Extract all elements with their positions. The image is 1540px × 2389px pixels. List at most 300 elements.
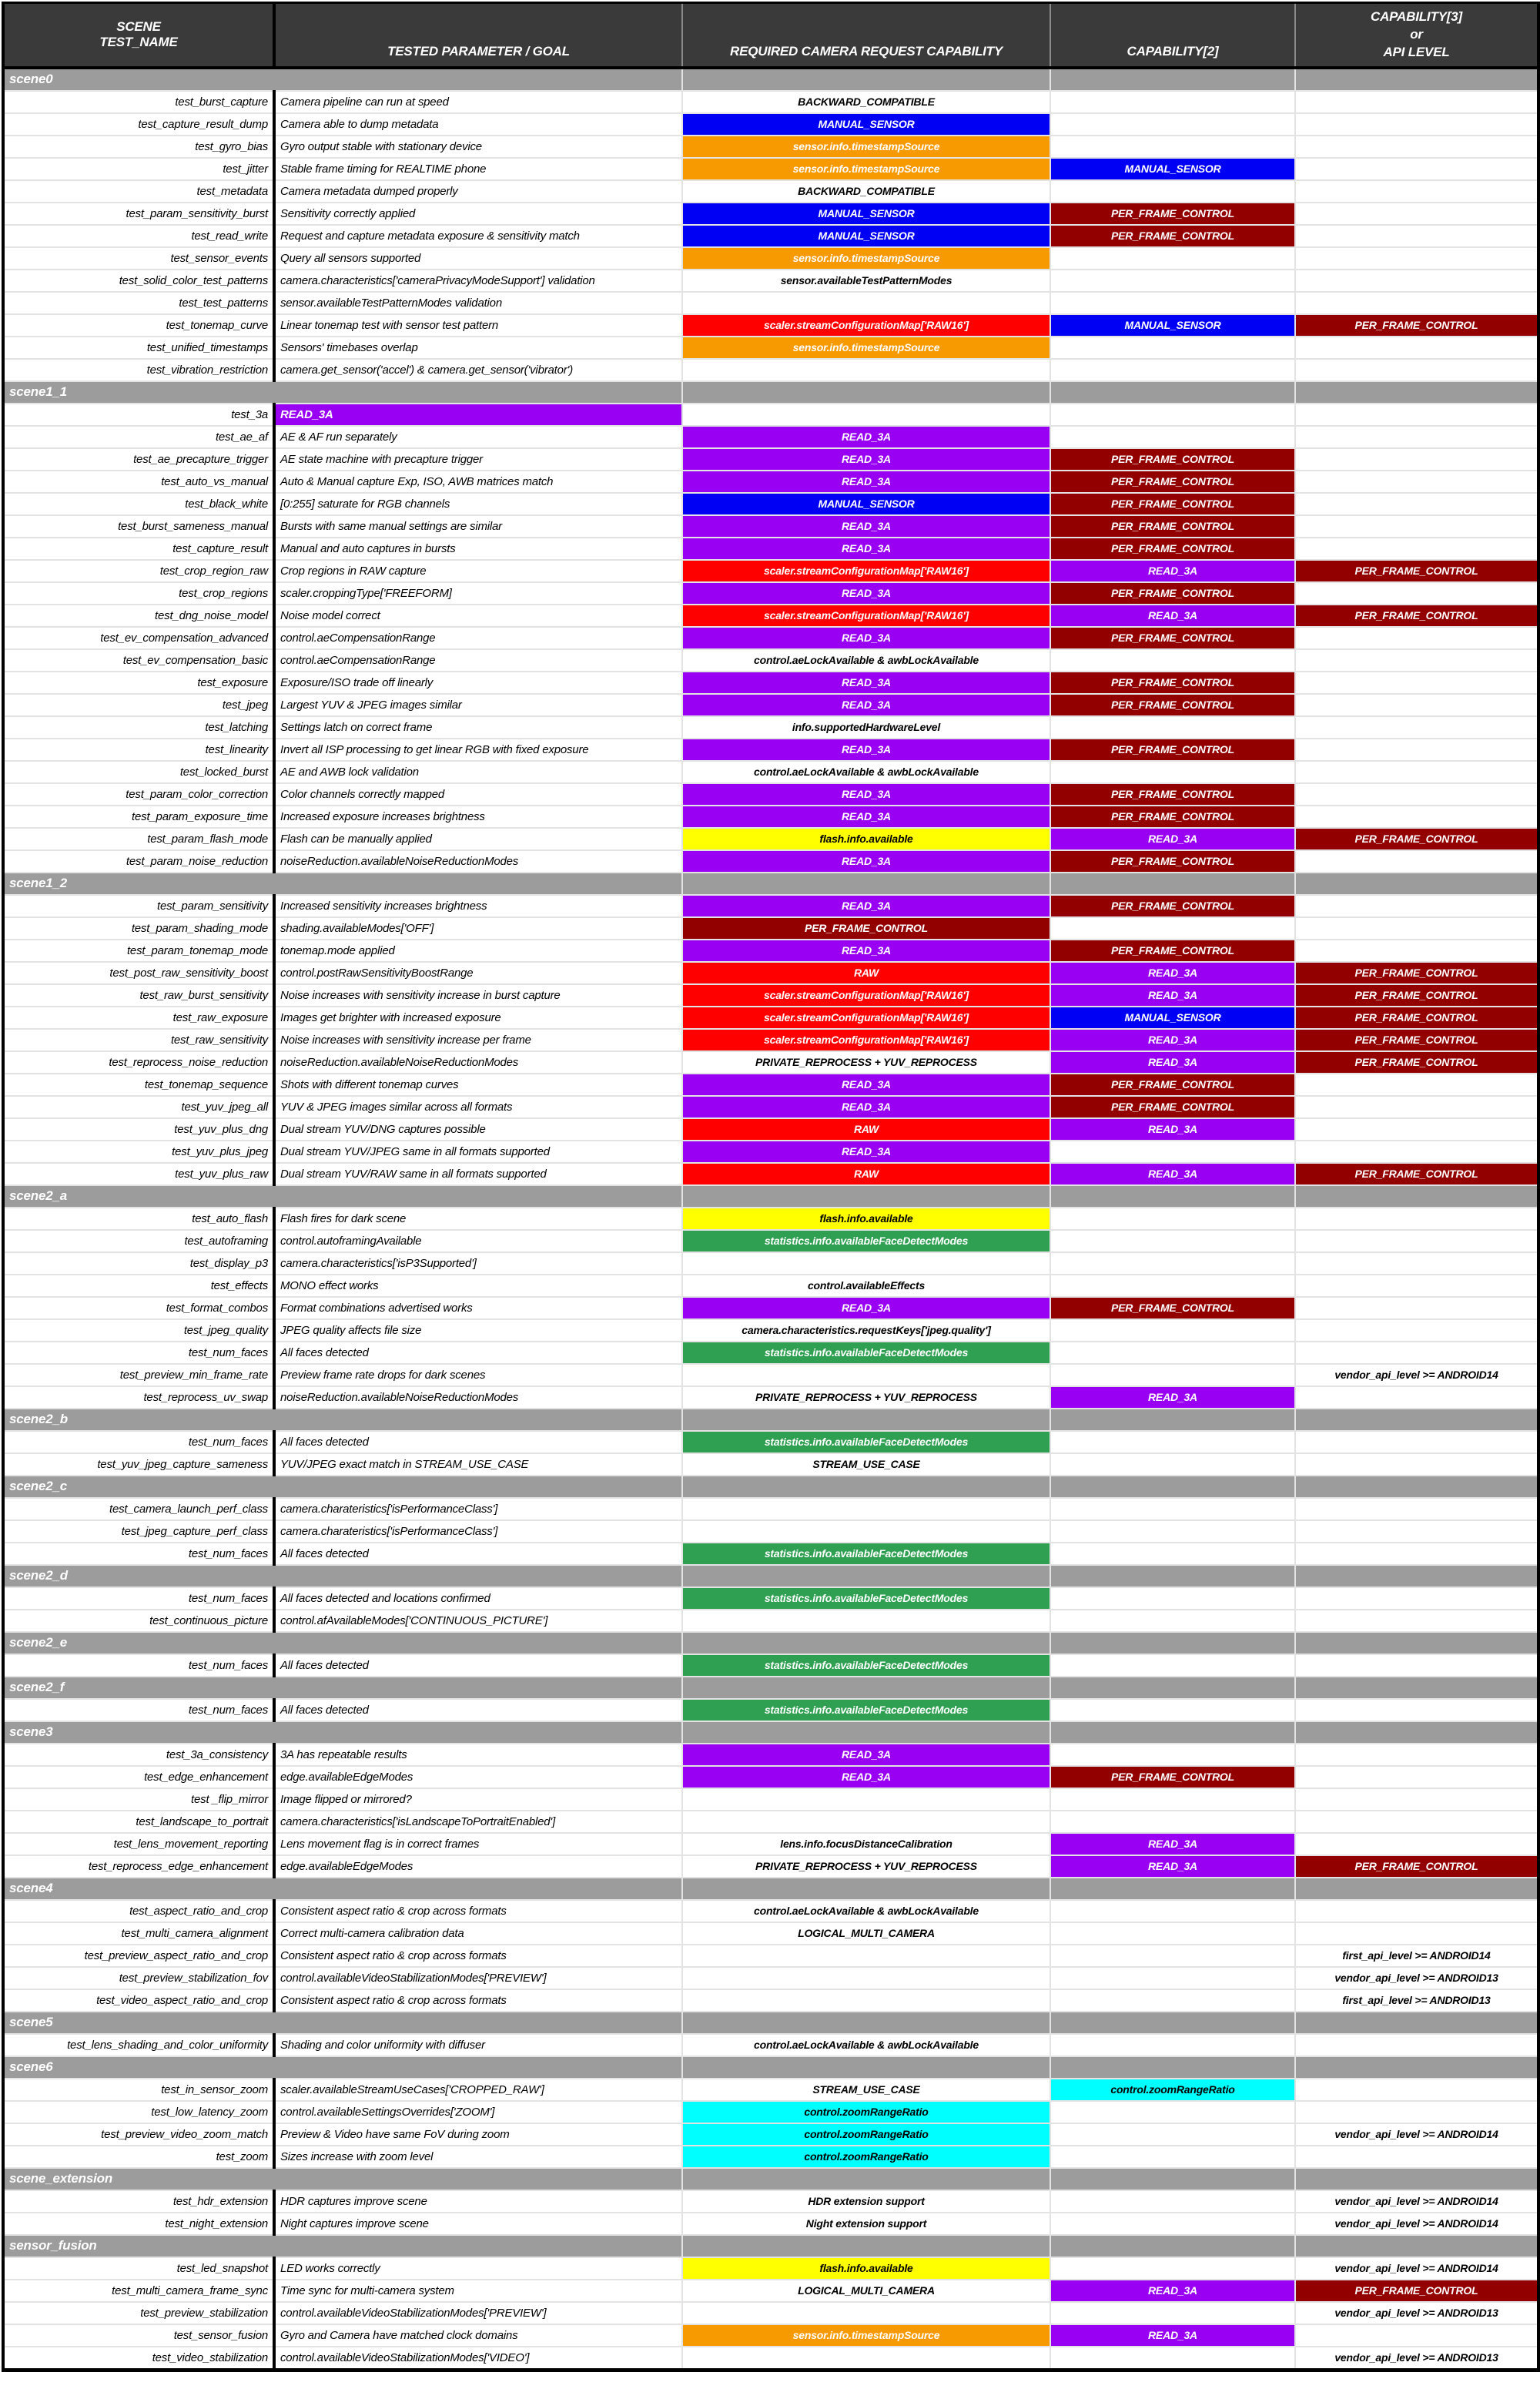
capability3-api-level-cell bbox=[1295, 292, 1538, 314]
goal-cell: Increased sensitivity increases brightness bbox=[274, 895, 682, 917]
test-name-cell: test_preview_stabilization_fov bbox=[3, 1967, 274, 1989]
table-row bbox=[3, 783, 1538, 806]
capability2-cell: PER_FRAME_CONTROL bbox=[1050, 739, 1295, 761]
table-row bbox=[3, 1833, 1538, 1855]
test-name-cell: test_capture_result_dump bbox=[3, 113, 274, 136]
test-name-cell: test_jpeg_capture_perf_class bbox=[3, 1520, 274, 1543]
capability2-cell: READ_3A bbox=[1050, 2324, 1295, 2347]
required-capability-cell: STREAM_USE_CASE bbox=[682, 1453, 1050, 1476]
capability2-cell: READ_3A bbox=[1050, 1855, 1295, 1878]
goal-cell: Flash can be manually applied bbox=[274, 828, 682, 850]
goal-cell: Settings latch on correct frame bbox=[274, 716, 682, 739]
test-name-cell: test_3a bbox=[3, 404, 274, 426]
capability2-cell: PER_FRAME_CONTROL bbox=[1050, 694, 1295, 716]
goal-cell: All faces detected bbox=[274, 1431, 682, 1453]
header-scene-test-name bbox=[3, 3, 274, 68]
required-capability-cell: statistics.info.availableFaceDetectModes bbox=[682, 1587, 1050, 1610]
test-name-cell: test_reprocess_noise_reduction bbox=[3, 1051, 274, 1074]
capability3-api-level-cell: vendor_api_level >= ANDROID14 bbox=[1295, 1364, 1538, 1386]
capability2-cell: READ_3A bbox=[1050, 1163, 1295, 1185]
goal-cell: Camera metadata dumped properly bbox=[274, 180, 682, 203]
capability3-api-level-cell: PER_FRAME_CONTROL bbox=[1295, 962, 1538, 984]
capability3-api-level-cell bbox=[1295, 1208, 1538, 1230]
test-name-cell: test_yuv_plus_dng bbox=[3, 1118, 274, 1141]
required-capability-cell bbox=[682, 292, 1050, 314]
table-row bbox=[3, 2034, 1538, 2056]
goal-cell: Linear tonemap test with sensor test pattern bbox=[274, 314, 682, 337]
capability3-api-level-cell bbox=[1295, 672, 1538, 694]
scene-label: sensor_fusion bbox=[3, 2235, 682, 2257]
scene-label: scene2_e bbox=[3, 1632, 682, 1654]
test-name-cell: test_solid_color_test_patterns bbox=[3, 270, 274, 292]
goal-cell: Largest YUV & JPEG images similar bbox=[274, 694, 682, 716]
scene-label: scene4 bbox=[3, 1878, 682, 1900]
capability3-api-level-cell: PER_FRAME_CONTROL bbox=[1295, 314, 1538, 337]
required-capability-cell: READ_3A bbox=[682, 806, 1050, 828]
goal-cell: Preview frame rate drops for dark scenes bbox=[274, 1364, 682, 1386]
table-row bbox=[3, 1230, 1538, 1252]
scene-label: scene5 bbox=[3, 2012, 682, 2034]
capability2-cell bbox=[1050, 917, 1295, 940]
goal-cell: tonemap.mode applied bbox=[274, 940, 682, 962]
capability3-api-level-cell bbox=[1295, 359, 1538, 381]
goal-cell: Consistent aspect ratio & crop across formats bbox=[274, 1989, 682, 2012]
test-name-cell: test_crop_region_raw bbox=[3, 560, 274, 582]
scene-label: scene2_b bbox=[3, 1409, 682, 1431]
capability2-cell: PER_FRAME_CONTROL bbox=[1050, 940, 1295, 962]
capability3-api-level-cell bbox=[1295, 761, 1538, 783]
scene-cell-cap3 bbox=[1295, 873, 1538, 895]
capability2-cell: MANUAL_SENSOR bbox=[1050, 314, 1295, 337]
capability3-api-level-cell: vendor_api_level >= ANDROID14 bbox=[1295, 2123, 1538, 2146]
scene-cell-req bbox=[682, 1409, 1050, 1431]
required-capability-cell: READ_3A bbox=[682, 739, 1050, 761]
capability3-api-level-cell bbox=[1295, 850, 1538, 873]
table-row bbox=[3, 672, 1538, 694]
test-name-cell: test_led_snapshot bbox=[3, 2257, 274, 2280]
scene-cell-cap3 bbox=[1295, 1677, 1538, 1699]
capability3-api-level-cell bbox=[1295, 270, 1538, 292]
table-row bbox=[3, 2079, 1538, 2101]
goal-cell: AE and AWB lock validation bbox=[274, 761, 682, 783]
goal-cell: Query all sensors supported bbox=[274, 247, 682, 270]
scene-cell-cap3 bbox=[1295, 1632, 1538, 1654]
test-name-cell: test_sensor_fusion bbox=[3, 2324, 274, 2347]
required-capability-cell: READ_3A bbox=[682, 895, 1050, 917]
header-row bbox=[3, 3, 1538, 68]
capability3-api-level-cell bbox=[1295, 1543, 1538, 1565]
required-capability-cell: READ_3A bbox=[682, 582, 1050, 605]
test-name-cell: test_num_faces bbox=[3, 1587, 274, 1610]
capability3-api-level-cell bbox=[1295, 113, 1538, 136]
capability2-cell bbox=[1050, 1922, 1295, 1945]
required-capability-cell: sensor.info.timestampSource bbox=[682, 247, 1050, 270]
capability2-cell: PER_FRAME_CONTROL bbox=[1050, 895, 1295, 917]
scene-cell-cap3 bbox=[1295, 1185, 1538, 1208]
required-capability-cell: sensor.info.timestampSource bbox=[682, 136, 1050, 158]
scene-label: scene0 bbox=[3, 68, 682, 91]
table-row bbox=[3, 1766, 1538, 1788]
capability2-cell bbox=[1050, 1945, 1295, 1967]
table-row bbox=[3, 314, 1538, 337]
scene-cell-req bbox=[682, 68, 1050, 91]
capability3-api-level-cell bbox=[1295, 582, 1538, 605]
capability2-cell: READ_3A bbox=[1050, 1833, 1295, 1855]
capability2-cell bbox=[1050, 1431, 1295, 1453]
table-row bbox=[3, 1364, 1538, 1386]
capability2-cell bbox=[1050, 404, 1295, 426]
scene-row bbox=[3, 1409, 1538, 1431]
table-row bbox=[3, 694, 1538, 716]
goal-cell: Image flipped or mirrored? bbox=[274, 1788, 682, 1811]
scene-cell-req bbox=[682, 2056, 1050, 2079]
capability3-api-level-cell bbox=[1295, 1230, 1538, 1252]
test-name-cell: test_capture_result bbox=[3, 538, 274, 560]
test-name-cell: test_tonemap_curve bbox=[3, 314, 274, 337]
test-name-cell: test_locked_burst bbox=[3, 761, 274, 783]
scene-cell-req bbox=[682, 2012, 1050, 2034]
goal-cell: control.afAvailableModes['CONTINUOUS_PICTURE'] bbox=[274, 1610, 682, 1632]
test-name-cell: test_post_raw_sensitivity_boost bbox=[3, 962, 274, 984]
table-row bbox=[3, 1163, 1538, 1185]
required-capability-cell: statistics.info.availableFaceDetectModes bbox=[682, 1543, 1050, 1565]
table-row bbox=[3, 515, 1538, 538]
required-capability-cell: scaler.streamConfigurationMap['RAW16'] bbox=[682, 314, 1050, 337]
test-name-cell: test_ev_compensation_basic bbox=[3, 649, 274, 672]
capability3-api-level-cell bbox=[1295, 337, 1538, 359]
capability3-api-level-cell bbox=[1295, 180, 1538, 203]
goal-cell: Noise increases with sensitivity increase in burst capture bbox=[274, 984, 682, 1007]
goal-cell: Consistent aspect ratio & crop across formats bbox=[274, 1945, 682, 1967]
required-capability-cell: flash.info.available bbox=[682, 828, 1050, 850]
required-capability-cell: RAW bbox=[682, 1163, 1050, 1185]
capability2-cell bbox=[1050, 1788, 1295, 1811]
scene-cell-cap2 bbox=[1050, 1632, 1295, 1654]
goal-cell: Camera pipeline can run at speed bbox=[274, 91, 682, 113]
capability2-cell bbox=[1050, 1654, 1295, 1677]
goal-cell: Dual stream YUV/JPEG same in all formats supported bbox=[274, 1141, 682, 1163]
capability3-api-level-cell bbox=[1295, 158, 1538, 180]
capability2-cell: PER_FRAME_CONTROL bbox=[1050, 203, 1295, 225]
capability2-cell bbox=[1050, 2257, 1295, 2280]
test-name-cell: test_reprocess_uv_swap bbox=[3, 1386, 274, 1409]
capability3-api-level-cell bbox=[1295, 806, 1538, 828]
scene-label: scene6 bbox=[3, 2056, 682, 2079]
capability3-api-level-cell bbox=[1295, 783, 1538, 806]
scene-label: scene_extension bbox=[3, 2168, 682, 2190]
test-name-cell: test_3a_consistency bbox=[3, 1744, 274, 1766]
capability2-cell: control.zoomRangeRatio bbox=[1050, 2079, 1295, 2101]
test-name-cell: test_auto_vs_manual bbox=[3, 471, 274, 493]
capability2-cell bbox=[1050, 426, 1295, 448]
test-name-cell: test_preview_video_zoom_match bbox=[3, 2123, 274, 2146]
goal-cell: LED works correctly bbox=[274, 2257, 682, 2280]
required-capability-cell bbox=[682, 1945, 1050, 1967]
capability3-api-level-cell bbox=[1295, 1766, 1538, 1788]
capability3-api-level-cell bbox=[1295, 2146, 1538, 2168]
capability3-api-level-cell bbox=[1295, 1498, 1538, 1520]
capability2-cell bbox=[1050, 337, 1295, 359]
required-capability-cell: sensor.info.timestampSource bbox=[682, 158, 1050, 180]
scene-row bbox=[3, 2168, 1538, 2190]
test-name-cell: test_autoframing bbox=[3, 1230, 274, 1252]
goal-cell: Sensors' timebases overlap bbox=[274, 337, 682, 359]
test-name-cell: test_crop_regions bbox=[3, 582, 274, 605]
capability3-api-level-cell bbox=[1295, 1654, 1538, 1677]
capability2-cell: READ_3A bbox=[1050, 1386, 1295, 1409]
goal-cell: HDR captures improve scene bbox=[274, 2190, 682, 2213]
capability2-cell bbox=[1050, 2034, 1295, 2056]
table-row bbox=[3, 2280, 1538, 2302]
table-row bbox=[3, 1007, 1538, 1029]
table-row bbox=[3, 627, 1538, 649]
capability2-cell: READ_3A bbox=[1050, 2280, 1295, 2302]
table-row bbox=[3, 1498, 1538, 1520]
goal-cell: Images get brighter with increased exposure bbox=[274, 1007, 682, 1029]
test-name-cell: test_jitter bbox=[3, 158, 274, 180]
table-row bbox=[3, 359, 1538, 381]
capability3-api-level-cell bbox=[1295, 247, 1538, 270]
scene-cell-cap3 bbox=[1295, 2012, 1538, 2034]
test-name-cell: test_gyro_bias bbox=[3, 136, 274, 158]
goal-cell: control.availableVideoStabilizationModes['PREVIEW'] bbox=[274, 2302, 682, 2324]
test-name-cell: test_linearity bbox=[3, 739, 274, 761]
capability2-cell bbox=[1050, 91, 1295, 113]
capability3-api-level-cell bbox=[1295, 1520, 1538, 1543]
required-capability-cell: MANUAL_SENSOR bbox=[682, 493, 1050, 515]
table-row bbox=[3, 91, 1538, 113]
scene-cell-req bbox=[682, 873, 1050, 895]
required-capability-cell: sensor.availableTestPatternModes bbox=[682, 270, 1050, 292]
capability3-api-level-cell bbox=[1295, 1833, 1538, 1855]
capability3-api-level-cell: vendor_api_level >= ANDROID13 bbox=[1295, 1967, 1538, 1989]
table-row bbox=[3, 1654, 1538, 1677]
capability2-cell bbox=[1050, 1989, 1295, 2012]
scene-row bbox=[3, 2235, 1538, 2257]
required-capability-cell: READ_3A bbox=[682, 1297, 1050, 1319]
required-capability-cell bbox=[682, 404, 1050, 426]
table-row bbox=[3, 158, 1538, 180]
goal-cell: Dual stream YUV/RAW same in all formats supported bbox=[274, 1163, 682, 1185]
goal-cell: edge.availableEdgeModes bbox=[274, 1766, 682, 1788]
test-name-cell: test_dng_noise_model bbox=[3, 605, 274, 627]
required-capability-cell bbox=[682, 1989, 1050, 2012]
scene-cell-cap3 bbox=[1295, 1878, 1538, 1900]
capability2-cell bbox=[1050, 1230, 1295, 1252]
test-name-cell: test_num_faces bbox=[3, 1699, 274, 1721]
capability3-api-level-cell bbox=[1295, 895, 1538, 917]
goal-cell: Flash fires for dark scene bbox=[274, 1208, 682, 1230]
goal-cell: All faces detected and locations confirmed bbox=[274, 1587, 682, 1610]
required-capability-cell: flash.info.available bbox=[682, 2257, 1050, 2280]
capability3-api-level-cell bbox=[1295, 225, 1538, 247]
required-capability-cell: READ_3A bbox=[682, 1141, 1050, 1163]
goal-cell: control.availableVideoStabilizationModes['VIDEO'] bbox=[274, 2347, 682, 2371]
test-name-cell: test_video_aspect_ratio_and_crop bbox=[3, 1989, 274, 2012]
table-row bbox=[3, 292, 1538, 314]
goal-cell: camera.charateristics['isPerformanceClass'] bbox=[274, 1498, 682, 1520]
capability3-api-level-cell bbox=[1295, 1610, 1538, 1632]
required-capability-cell: RAW bbox=[682, 1118, 1050, 1141]
scene-row bbox=[3, 873, 1538, 895]
scene-cell-cap2 bbox=[1050, 1721, 1295, 1744]
test-name-cell: test_burst_capture bbox=[3, 91, 274, 113]
required-capability-cell: READ_3A bbox=[682, 850, 1050, 873]
test-name-cell: test_metadata bbox=[3, 180, 274, 203]
scene-cell-cap2 bbox=[1050, 2056, 1295, 2079]
capability2-cell: PER_FRAME_CONTROL bbox=[1050, 515, 1295, 538]
goal-cell: Camera able to dump metadata bbox=[274, 113, 682, 136]
capability3-api-level-cell: PER_FRAME_CONTROL bbox=[1295, 1855, 1538, 1878]
scene-cell-req bbox=[682, 1632, 1050, 1654]
test-name-cell: test_night_extension bbox=[3, 2213, 274, 2235]
test-name-cell: test_preview_stabilization bbox=[3, 2302, 274, 2324]
required-capability-cell bbox=[682, 2347, 1050, 2371]
capability3-api-level-cell bbox=[1295, 1386, 1538, 1409]
required-capability-cell: sensor.info.timestampSource bbox=[682, 337, 1050, 359]
table-row bbox=[3, 1967, 1538, 1989]
goal-cell: All faces detected bbox=[274, 1543, 682, 1565]
table-row bbox=[3, 270, 1538, 292]
capability3-api-level-cell: vendor_api_level >= ANDROID14 bbox=[1295, 2257, 1538, 2280]
test-name-cell: test_yuv_plus_jpeg bbox=[3, 1141, 274, 1163]
table-row bbox=[3, 1051, 1538, 1074]
goal-cell: control.autoframingAvailable bbox=[274, 1230, 682, 1252]
table-row bbox=[3, 1520, 1538, 1543]
test-name-cell: test_ae_af bbox=[3, 426, 274, 448]
scene-row bbox=[3, 1721, 1538, 1744]
goal-cell: Gyro and Camera have matched clock domains bbox=[274, 2324, 682, 2347]
goal-cell: control.aeCompensationRange bbox=[274, 649, 682, 672]
table-row bbox=[3, 1811, 1538, 1833]
required-capability-cell bbox=[682, 2302, 1050, 2324]
goal-cell: Crop regions in RAW capture bbox=[274, 560, 682, 582]
capability3-api-level-cell bbox=[1295, 2324, 1538, 2347]
table-row bbox=[3, 2146, 1538, 2168]
test-name-cell: test_preview_min_frame_rate bbox=[3, 1364, 274, 1386]
capability2-cell bbox=[1050, 1543, 1295, 1565]
goal-cell: noiseReduction.availableNoiseReductionModes bbox=[274, 1386, 682, 1409]
capability2-cell bbox=[1050, 1811, 1295, 1833]
required-capability-cell: sensor.info.timestampSource bbox=[682, 2324, 1050, 2347]
scene-cell-cap3 bbox=[1295, 2235, 1538, 2257]
capability2-cell bbox=[1050, 1520, 1295, 1543]
goal-cell: control.postRawSensitivityBoostRange bbox=[274, 962, 682, 984]
capability2-cell bbox=[1050, 1319, 1295, 1342]
goal-cell: Sensitivity correctly applied bbox=[274, 203, 682, 225]
test-name-cell: test_landscape_to_portrait bbox=[3, 1811, 274, 1833]
scene-label: scene3 bbox=[3, 1721, 682, 1744]
required-capability-cell: READ_3A bbox=[682, 1744, 1050, 1766]
goal-cell: Dual stream YUV/DNG captures possible bbox=[274, 1118, 682, 1141]
table-row bbox=[3, 1319, 1538, 1342]
capability2-cell bbox=[1050, 270, 1295, 292]
table-row bbox=[3, 2213, 1538, 2235]
required-capability-cell: Night extension support bbox=[682, 2213, 1050, 2235]
test-name-cell: test_low_latency_zoom bbox=[3, 2101, 274, 2123]
required-capability-cell: scaler.streamConfigurationMap['RAW16'] bbox=[682, 1007, 1050, 1029]
scene-row bbox=[3, 1878, 1538, 1900]
table-row bbox=[3, 1297, 1538, 1319]
header-required-camera-request-capability: REQUIRED CAMERA REQUEST CAPABILITY bbox=[682, 3, 1050, 68]
test-name-cell: test_param_sensitivity_burst bbox=[3, 203, 274, 225]
required-capability-cell: PRIVATE_REPROCESS + YUV_REPROCESS bbox=[682, 1051, 1050, 1074]
table-row bbox=[3, 1386, 1538, 1409]
goal-cell: 3A has repeatable results bbox=[274, 1744, 682, 1766]
capability2-cell bbox=[1050, 359, 1295, 381]
scene-cell-cap2 bbox=[1050, 1565, 1295, 1587]
required-capability-cell: PRIVATE_REPROCESS + YUV_REPROCESS bbox=[682, 1386, 1050, 1409]
scene-label: scene2_d bbox=[3, 1565, 682, 1587]
capability3-api-level-cell bbox=[1295, 739, 1538, 761]
goal-cell: READ_3A bbox=[274, 404, 682, 426]
required-capability-cell: control.aeLockAvailable & awbLockAvailable bbox=[682, 2034, 1050, 2056]
capability2-cell bbox=[1050, 1453, 1295, 1476]
required-capability-cell: scaler.streamConfigurationMap['RAW16'] bbox=[682, 560, 1050, 582]
capability2-cell bbox=[1050, 180, 1295, 203]
scene-row bbox=[3, 2056, 1538, 2079]
scene-cell-cap2 bbox=[1050, 2235, 1295, 2257]
required-capability-cell: READ_3A bbox=[682, 1096, 1050, 1118]
table-row bbox=[3, 560, 1538, 582]
goal-cell: All faces detected bbox=[274, 1654, 682, 1677]
test-name-cell: test_param_tonemap_mode bbox=[3, 940, 274, 962]
test-name-cell: test_param_exposure_time bbox=[3, 806, 274, 828]
capability3-api-level-cell bbox=[1295, 2034, 1538, 2056]
capability3-api-level-cell bbox=[1295, 515, 1538, 538]
capability2-cell: PER_FRAME_CONTROL bbox=[1050, 225, 1295, 247]
goal-cell: AE state machine with precapture trigger bbox=[274, 448, 682, 471]
test-name-cell: test _flip_mirror bbox=[3, 1788, 274, 1811]
capability3-api-level-cell: PER_FRAME_CONTROL bbox=[1295, 828, 1538, 850]
scene-row bbox=[3, 68, 1538, 91]
goal-cell: camera.characteristics['isP3Supported'] bbox=[274, 1252, 682, 1275]
required-capability-cell: lens.info.focusDistanceCalibration bbox=[682, 1833, 1050, 1855]
capability2-cell bbox=[1050, 1967, 1295, 1989]
required-capability-cell: statistics.info.availableFaceDetectModes bbox=[682, 1699, 1050, 1721]
goal-cell: Noise increases with sensitivity increase per frame bbox=[274, 1029, 682, 1051]
table-row bbox=[3, 1029, 1538, 1051]
capability3-api-level-cell bbox=[1295, 1587, 1538, 1610]
capability2-cell: PER_FRAME_CONTROL bbox=[1050, 806, 1295, 828]
capability2-cell bbox=[1050, 113, 1295, 136]
capability3-api-level-cell bbox=[1295, 1074, 1538, 1096]
required-capability-cell: LOGICAL_MULTI_CAMERA bbox=[682, 1922, 1050, 1945]
test-name-cell: test_display_p3 bbox=[3, 1252, 274, 1275]
capability3-api-level-cell: vendor_api_level >= ANDROID14 bbox=[1295, 2190, 1538, 2213]
capability3-api-level-cell: PER_FRAME_CONTROL bbox=[1295, 605, 1538, 627]
test-name-cell: test_effects bbox=[3, 1275, 274, 1297]
capability3-api-level-cell bbox=[1295, 1342, 1538, 1364]
capability3-api-level-cell: PER_FRAME_CONTROL bbox=[1295, 1163, 1538, 1185]
scene-label: scene2_f bbox=[3, 1677, 682, 1699]
table-row bbox=[3, 2324, 1538, 2347]
goal-cell: edge.availableEdgeModes bbox=[274, 1855, 682, 1878]
test-name-cell: test_num_faces bbox=[3, 1431, 274, 1453]
test-name-cell: test_tonemap_sequence bbox=[3, 1074, 274, 1096]
test-name-cell: test_yuv_jpeg_all bbox=[3, 1096, 274, 1118]
required-capability-cell: flash.info.available bbox=[682, 1208, 1050, 1230]
scene-cell-req bbox=[682, 1878, 1050, 1900]
capability3-api-level-cell: PER_FRAME_CONTROL bbox=[1295, 560, 1538, 582]
test-name-cell: test_format_combos bbox=[3, 1297, 274, 1319]
capability2-cell bbox=[1050, 1699, 1295, 1721]
goal-cell: control.aeCompensationRange bbox=[274, 627, 682, 649]
capability2-cell bbox=[1050, 1364, 1295, 1386]
table-row bbox=[3, 337, 1538, 359]
capability2-cell bbox=[1050, 1208, 1295, 1230]
goal-cell: Shading and color uniformity with diffuser bbox=[274, 2034, 682, 2056]
